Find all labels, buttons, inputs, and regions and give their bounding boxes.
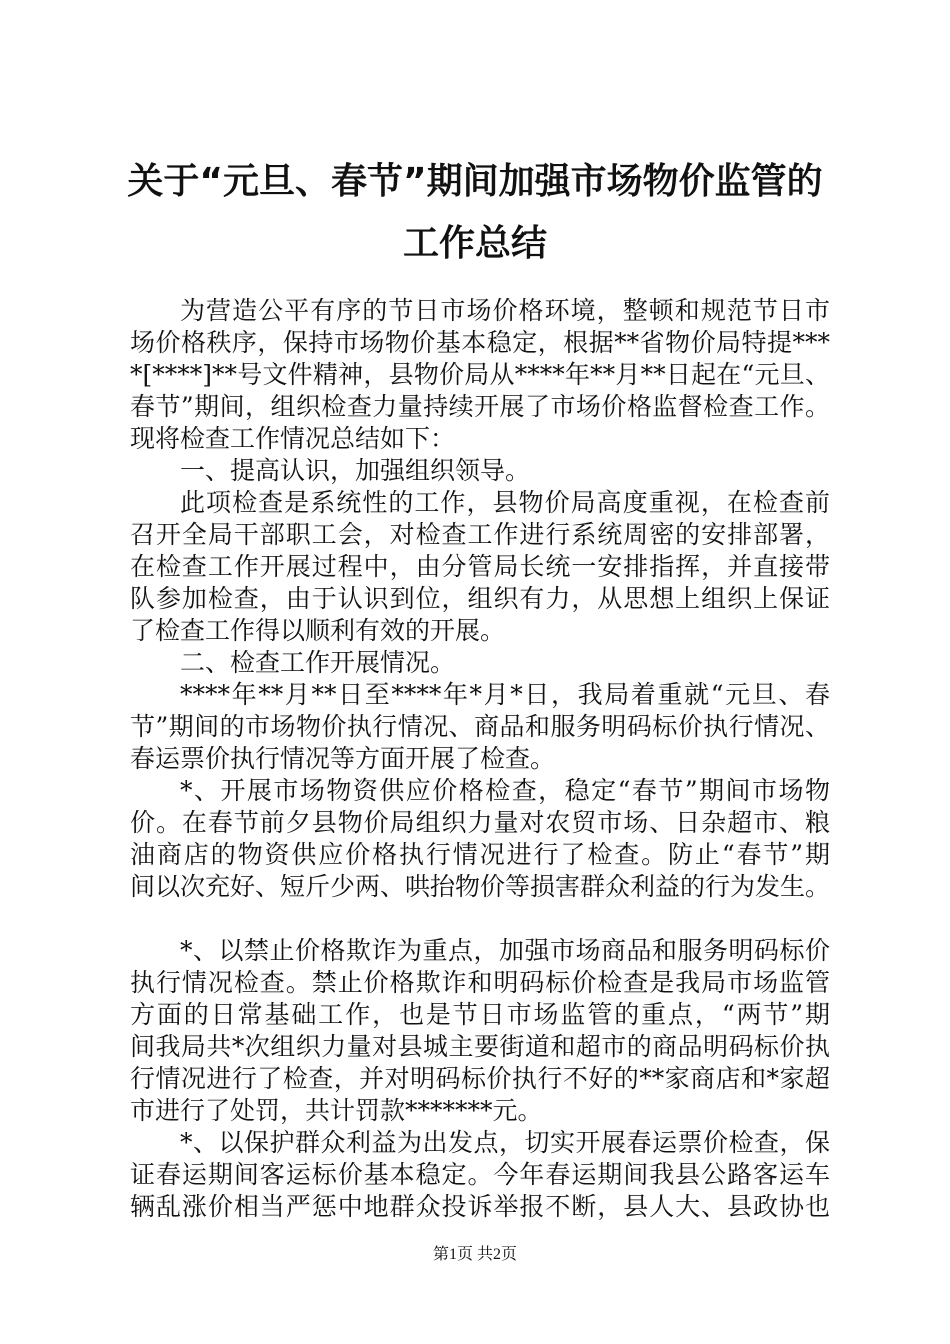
text-line: *、以禁止价格欺诈为重点，加强市场商品和服务明码标价	[180, 936, 830, 965]
text-line: 场价格秩序，保持市场物价基本稳定，根据**省物价局特提***	[130, 328, 830, 357]
text-line: 队参加检查，由于认识到位，组织有力，从思想上组织上保证	[130, 584, 830, 613]
text-line: ****年**月**日至****年*月*日，我局着重就“元旦、春	[180, 680, 830, 709]
section-heading: 一、提高认识，加强组织领导。	[180, 456, 531, 485]
text-line: 行情况进行了检查，并对明码标价执行不好的**家商店和*家超	[130, 1064, 830, 1093]
text-line: 油商店的物资供应价格执行情况进行了检查。防止“春节”期	[130, 840, 830, 869]
text-line: 辆乱涨价相当严惩中地群众投诉举报不断，县人大、县政协也	[130, 1192, 830, 1221]
text-line: 价。在春节前夕县物价局组织力量对农贸市场、日杂超市、粮	[130, 808, 830, 837]
text-line: 间以次充好、短斤少两、哄抬物价等损害群众利益的行为发生。	[130, 872, 831, 901]
text-line: 春节”期间，组织检查力量持续开展了市场价格监督检查工作。	[130, 392, 830, 421]
text-line: 间我局共*次组织力量对县城主要街道和超市的商品明码标价执	[130, 1032, 830, 1061]
page-footer: 第1页 共2页	[432, 1246, 517, 1263]
text-line: 为营造公平有序的节日市场价格环境，整顿和规范节日市	[180, 296, 830, 325]
text-line: 春运票价执行情况等方面开展了检查。	[130, 744, 556, 773]
text-line: 了检查工作得以顺利有效的开展。	[130, 616, 506, 645]
text-line: *、开展市场物资供应价格检查，稳定“春节”期间市场物	[180, 776, 830, 805]
text-line: 节”期间的市场物价执行情况、商品和服务明码标价执行情况、	[130, 712, 830, 741]
text-line: *、以保护群众利益为出发点，切实开展春运票价检查，保	[180, 1128, 830, 1157]
text-line: 现将检查工作情况总结如下：	[130, 424, 456, 453]
text-line: 执行情况检查。禁止价格欺诈和明码标价检查是我局市场监管	[130, 968, 830, 997]
text-line: 市进行了处罚，共计罚款*******元。	[130, 1096, 543, 1125]
text-line: 方面的日常基础工作，也是节日市场监管的重点，“两节”期	[130, 1000, 830, 1029]
text-line: 此项检查是系统性的工作，县物价局高度重视，在检查前	[180, 488, 830, 517]
text-line: 在检查工作开展过程中，由分管局长统一安排指挥，并直接带	[130, 552, 830, 581]
text-line: *[****]**号文件精神，县物价局从****年**月**日起在“元旦、	[130, 360, 830, 389]
text-line: 证春运期间客运标价基本稳定。今年春运期间我县公路客运车	[130, 1160, 830, 1189]
title-line-1: 关于“元旦、春节”期间加强市场物价监管的	[127, 161, 823, 202]
text-line: 召开全局干部职工会，对检查工作进行系统周密的安排部署，	[130, 520, 830, 549]
section-heading: 二、检查工作开展情况。	[180, 648, 456, 677]
title-line-2: 工作总结	[402, 223, 547, 264]
